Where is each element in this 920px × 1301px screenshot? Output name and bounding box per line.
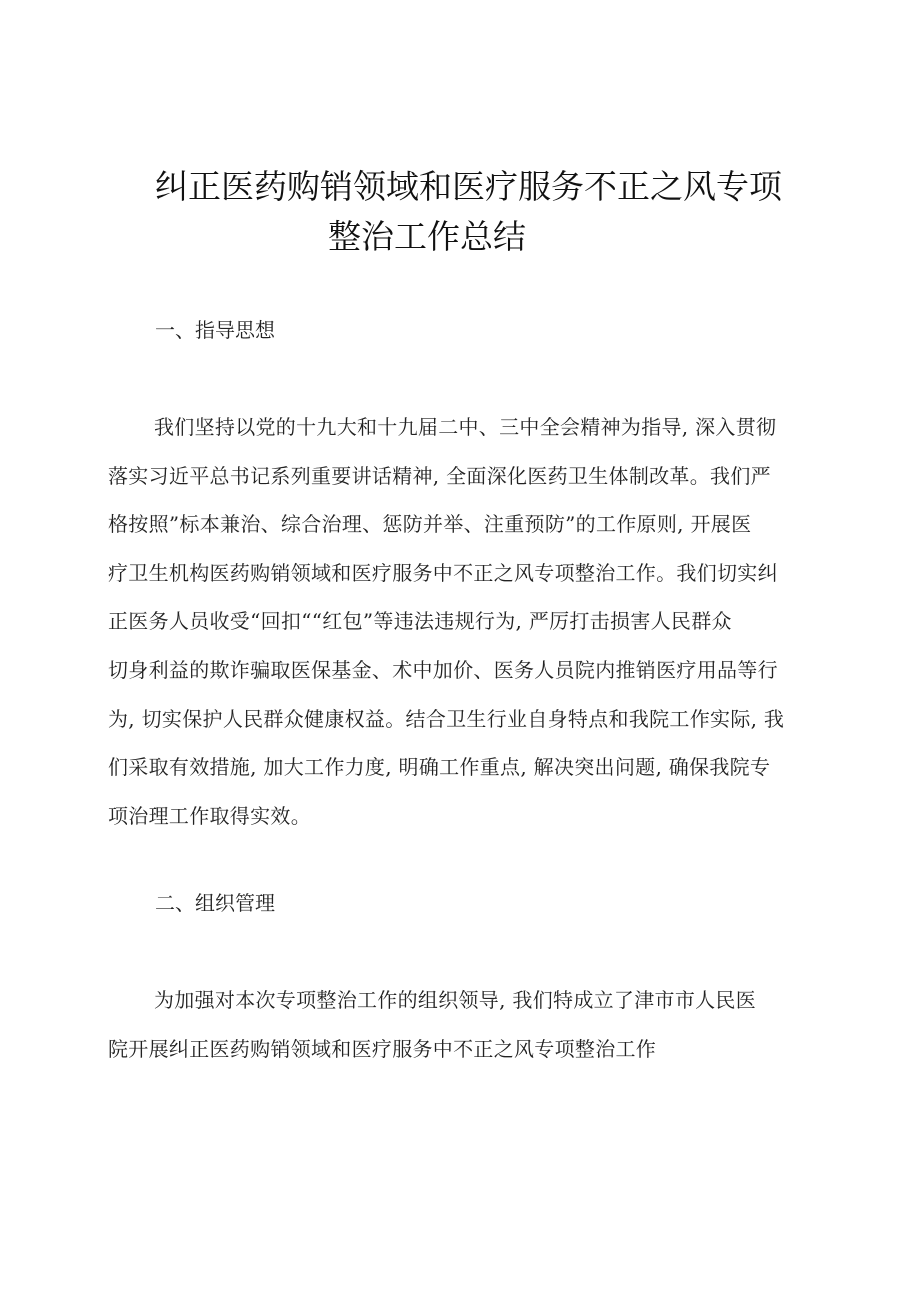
paragraph-line: 切身利益的欺诈骗取医保基金、术中加价、医务人员院内推销医疗用品等行: [108, 657, 778, 682]
paragraph-line: 为加强对本次专项整治工作的组织领导, 我们特成立了津市市人民医: [154, 988, 757, 1012]
paragraph-line: 疗卫生机构医药购销领域和医疗服务中不正之风专项整治工作。我们切实纠: [108, 560, 778, 585]
paragraph-line: 们采取有效措施, 加大工作力度, 明确工作重点, 解决突出问题, 确保我院专: [108, 755, 771, 780]
section-paragraph-guiding-ideology: [108, 403, 820, 840]
section-heading-guiding-ideology: 一、指导思想: [155, 318, 275, 342]
paragraph-line: 项治理工作取得实效。: [108, 803, 311, 828]
paragraph-line: 为, 切实保护人民群众健康权益。结合卫生行业自身特点和我院工作实际, 我: [108, 706, 785, 731]
document-title: [155, 162, 855, 262]
paragraph-line: 格按照”标本兼治、综合治理、惩防并举、注重预防”的工作原则, 开展医: [108, 512, 752, 537]
paragraph-line: 正医务人员收受“回扣““红包”等违法违规行为, 严厉打击损害人民群众: [108, 609, 732, 634]
section-heading-organization-management: 二、组织管理: [155, 891, 275, 915]
paragraph-line: 落实习近平总书记系列重要讲话精神, 全面深化医药卫生体制改革。我们严: [108, 463, 771, 488]
section-paragraph-organization-management: [108, 976, 820, 1073]
title-line-1: 纠正医药购销领域和医疗服务不正之风专项: [155, 167, 782, 206]
paragraph-line: 院开展纠正医药购销领域和医疗服务中不正之风专项整治工作: [108, 1036, 657, 1061]
title-line-2: 整治工作总结: [328, 217, 526, 256]
paragraph-line: 我们坚持以党的十九大和十九届二中、三中全会精神为指导, 深入贯彻: [154, 415, 777, 439]
